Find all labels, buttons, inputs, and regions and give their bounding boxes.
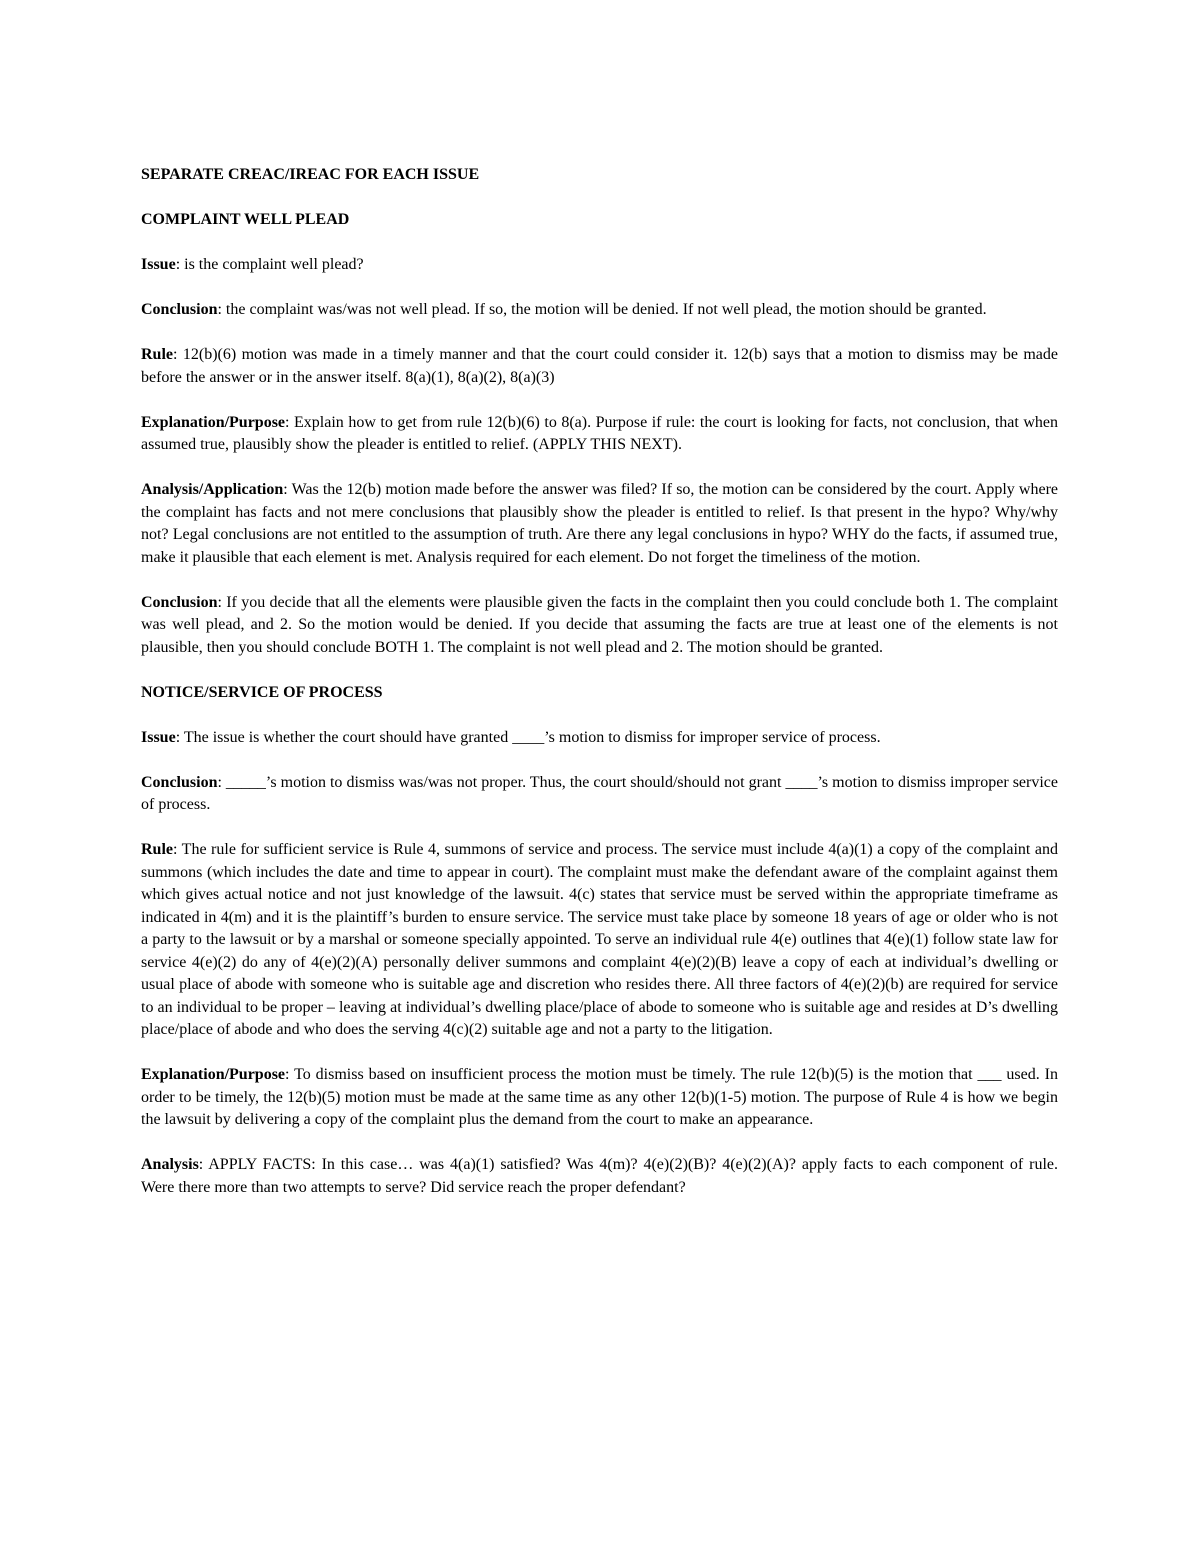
paragraph-issue xyxy=(141,254,1058,277)
paragraph-analysis-application xyxy=(141,479,1058,569)
paragraph-label: Issue xyxy=(141,728,176,746)
section-heading-notice-service-of-process: NOTICE/SERVICE OF PROCESS xyxy=(141,683,383,701)
paragraph-text: : is the complaint well plead? xyxy=(175,256,364,273)
paragraph-label: Rule xyxy=(141,346,173,363)
paragraph-label: Conclusion xyxy=(141,301,218,318)
paragraph-text: : the complaint was/was not well plead. If so, the motion will be denied. If not well plead, the motion should be granted. xyxy=(217,301,987,318)
paragraph-explanation-purpose xyxy=(141,1064,1058,1132)
paragraph-text: : If you decide that all the elements were plausible given the facts in the complaint then you could conclude both 1. The complaint was well plead, and 2. So the motion would be denied. If you decide that assuming the facts are true at least one of the elements is not plausible, then you should conclude BOTH 1. The complaint is not well plead and 2. The motion should be granted. xyxy=(141,593,1058,656)
paragraph-label: Explanation/Purpose xyxy=(141,413,286,431)
paragraph-text: : APPLY FACTS: In this case… was 4(a)(1) satisfied? Was 4(m)? 4(e)(2)(B)? 4(e)(2)(A)? apply facts to each component of rule. Were there more than two attempts to serve? Did service reach the proper defendant? xyxy=(141,1156,1058,1196)
paragraph-label: Rule xyxy=(141,841,173,858)
paragraph-text: : Explain how to get from rule 12(b)(6) to 8(a). Purpose if rule: the court is looking for facts, not conclusion, that when assumed true, plausibly show the pleader is entitled to relief. (APPLY THIS NEXT). xyxy=(141,413,1058,453)
paragraph-label: Explanation/Purpose xyxy=(141,1066,286,1083)
paragraph-text: : The rule for sufficient service is Rule 4, summons of service and process. The service must include 4(a)(1) a copy of the complaint and summons (which includes the date and time to appear in court). The complaint must make the defendant aware of the complaint against them which gives actual notice and not just knowledge of the lawsuit. 4(c) states that service must be served within the appropriate timeframe as indicated in 4(m) and it is the plaintiff’s burden to ensure service. The service must take place by someone 18 years of age or older who is not a party to the lawsuit or by a marshal or someone specially appointed. To serve an individual rule 4(e) outlines that 4(e)(1) follow state law for service 4(e)(2) do any of 4(e)(2)(A) personally deliver summons and complaint 4(e)(2)(B) leave a copy of each at individual’s dwelling or usual place of abode with someone who is suitable age and discretion who resides there. All three factors of 4(e)(2)(b) are required for service to an individual to be proper – leaving at individual’s dwelling place/place of abode to someone who is suitable age and resides at D’s dwelling place/place of abode and who does the serving 4(c)(2) suitable age and not a party to the litigation. xyxy=(141,841,1058,1038)
paragraph-text: : _____’s motion to dismiss was/was not proper. Thus, the court should/should not grant ____’s motion to dismiss improper service of process. xyxy=(141,773,1058,813)
section-heading-complaint-well-plead: COMPLAINT WELL PLEAD xyxy=(141,211,350,228)
paragraph-issue xyxy=(141,727,1058,750)
paragraph-label: Conclusion xyxy=(141,773,218,791)
paragraph-label: Analysis/Application xyxy=(141,481,284,498)
paragraph-text: : 12(b)(6) motion was made in a timely manner and that the court could consider it. 12(b) says that a motion to dismiss may be made before the answer or in the answer itself. 8(a)(1), 8(a)(2), 8(a)(3) xyxy=(141,346,1058,386)
paragraph-conclusion xyxy=(141,772,1058,817)
document-page xyxy=(141,164,1058,1222)
paragraph-rule xyxy=(141,839,1058,1042)
paragraph-label: Conclusion xyxy=(141,593,218,611)
paragraph-explanation-purpose xyxy=(141,412,1058,457)
paragraph-label: Issue xyxy=(141,256,176,273)
paragraph-text: : Was the 12(b) motion made before the answer was filed? If so, the motion can be considered by the court. Apply where the complaint has facts and not mere conclusions that plausibly show the pleader is entitled to relief. Is that present in the hypo? Why/why not? Legal conclusions are not entitled to the assumption of truth. Are there any legal conclusions in hypo? WHY do the facts, if assumed true, make it plausible that each element is met. Analysis required for each element. Do not forget the timeliness of the motion. xyxy=(141,481,1058,566)
paragraph-conclusion xyxy=(141,299,1058,322)
paragraph-text: : The issue is whether the court should have granted ____’s motion to dismiss for improper service of process. xyxy=(175,728,881,746)
paragraph-rule xyxy=(141,344,1058,389)
paragraph-analysis xyxy=(141,1154,1058,1199)
paragraph-text: : To dismiss based on insufficient process the motion must be timely. The rule 12(b)(5) is the motion that ___ used. In order to be timely, the 12(b)(5) motion must be made at the same time as any other 12(b)(1-5) motion. The purpose of Rule 4 is how we begin the lawsuit by delivering a copy of the complaint plus the demand from the court to make an appearance. xyxy=(141,1066,1058,1128)
paragraph-final-conclusion xyxy=(141,592,1058,660)
paragraph-label: Analysis xyxy=(141,1156,199,1173)
document-title: SEPARATE CREAC/IREAC FOR EACH ISSUE xyxy=(141,166,480,183)
